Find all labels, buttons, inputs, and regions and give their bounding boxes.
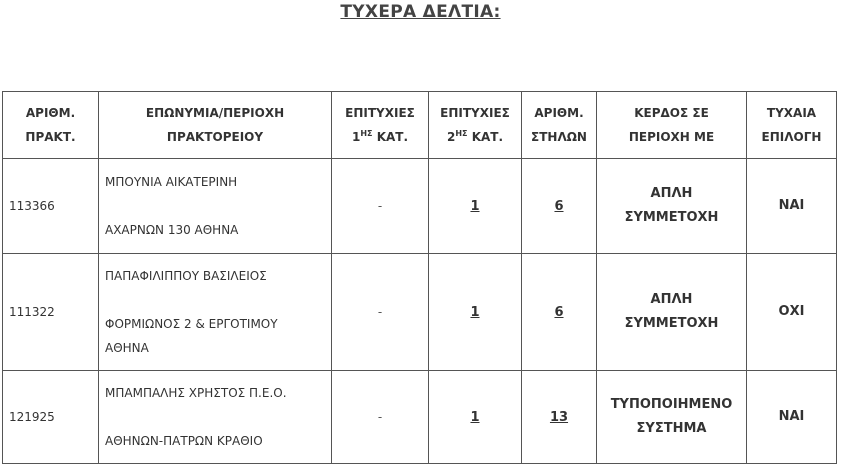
table-row: [3, 254, 837, 371]
agency-address: ΑΧΑΡΝΩΝ 130 ΑΘΗΝΑ: [105, 223, 239, 237]
header-second-category: ΕΠΙΤΥΧΙΕΣ $2^{H\Sigma}$ ΚΑΤ.: [429, 92, 522, 159]
columns-count[interactable]: 13: [522, 371, 597, 464]
agency-info: [99, 159, 332, 254]
random-pick: ΝΑΙ: [747, 371, 837, 464]
agency-name: ΜΠΑΜΠΑΛΗΣ ΧΡΗΣΤΟΣ Π.Ε.Ο.: [105, 386, 287, 400]
header-agency-name: ΕΠΩΝΥΜΙΑ/ΠΕΡΙΟΧΗ ΠΡΑΚΤΟΡΕΙΟΥ: [99, 92, 332, 159]
agency-info: [99, 371, 332, 464]
second-category-wins[interactable]: 1: [429, 159, 522, 254]
random-pick: ΝΑΙ: [747, 159, 837, 254]
agency-address: ΦΟΡΜΙΩΝΟΣ 2 & ΕΡΓΟΤΙΜΟΥ: [105, 317, 278, 331]
agency-number: 121925: [3, 371, 99, 464]
agency-number: 111322: [3, 254, 99, 371]
lucky-tickets-table: [2, 91, 837, 464]
agency-address: ΑΘΗΝΩΝ-ΠΑΤΡΩΝ ΚΡΑΘΙΟ: [105, 434, 263, 448]
agency-number: 113366: [3, 159, 99, 254]
agency-address-city: ΑΘΗΝΑ: [105, 341, 149, 355]
first-category-wins: -: [332, 371, 429, 464]
columns-count[interactable]: 6: [522, 159, 597, 254]
agency-name: ΠΑΠΑΦΙΛΙΠΠΟΥ ΒΑΣΙΛΕΙΟΣ: [105, 269, 267, 283]
win-type: ΑΠΛΗ ΣΥΜΜΕΤΟΧΗ: [597, 254, 747, 371]
agency-name: ΜΠΟΥΝΙΑ ΑΙΚΑΤΕΡΙΝΗ: [105, 175, 238, 189]
agency-info: [99, 254, 332, 371]
header-win-type: ΚΕΡΔΟΣ ΣΕ ΠΕΡΙΟΧΗ ΜΕ: [597, 92, 747, 159]
header-columns-count: ΑΡΙΘΜ. ΣΤΗΛΩΝ: [522, 92, 597, 159]
first-category-wins: -: [332, 159, 429, 254]
table-row: [3, 371, 837, 464]
win-type: ΤΥΠΟΠΟΙΗΜΕΝΟ ΣΥΣΤΗΜΑ: [597, 371, 747, 464]
table-row: [3, 159, 837, 254]
random-pick: ΟΧΙ: [747, 254, 837, 371]
header-first-category: ΕΠΙΤΥΧΙΕΣ $1^{H\Sigma}$ ΚΑΤ.: [332, 92, 429, 159]
win-type: ΑΠΛΗ ΣΥΜΜΕΤΟΧΗ: [597, 159, 747, 254]
first-category-wins: -: [332, 254, 429, 371]
second-category-wins[interactable]: 1: [429, 254, 522, 371]
columns-count[interactable]: 6: [522, 254, 597, 371]
table-header-row: [3, 92, 837, 159]
header-random-pick: ΤΥΧΑΙΑ ΕΠΙΛΟΓΗ: [747, 92, 837, 159]
page-title: ΤΥΧΕΡΑ ΔΕΛΤΙΑ:: [340, 2, 501, 22]
second-category-wins[interactable]: 1: [429, 371, 522, 464]
header-agency-number: ΑΡΙΘΜ. ΠΡΑΚΤ.: [3, 92, 99, 159]
